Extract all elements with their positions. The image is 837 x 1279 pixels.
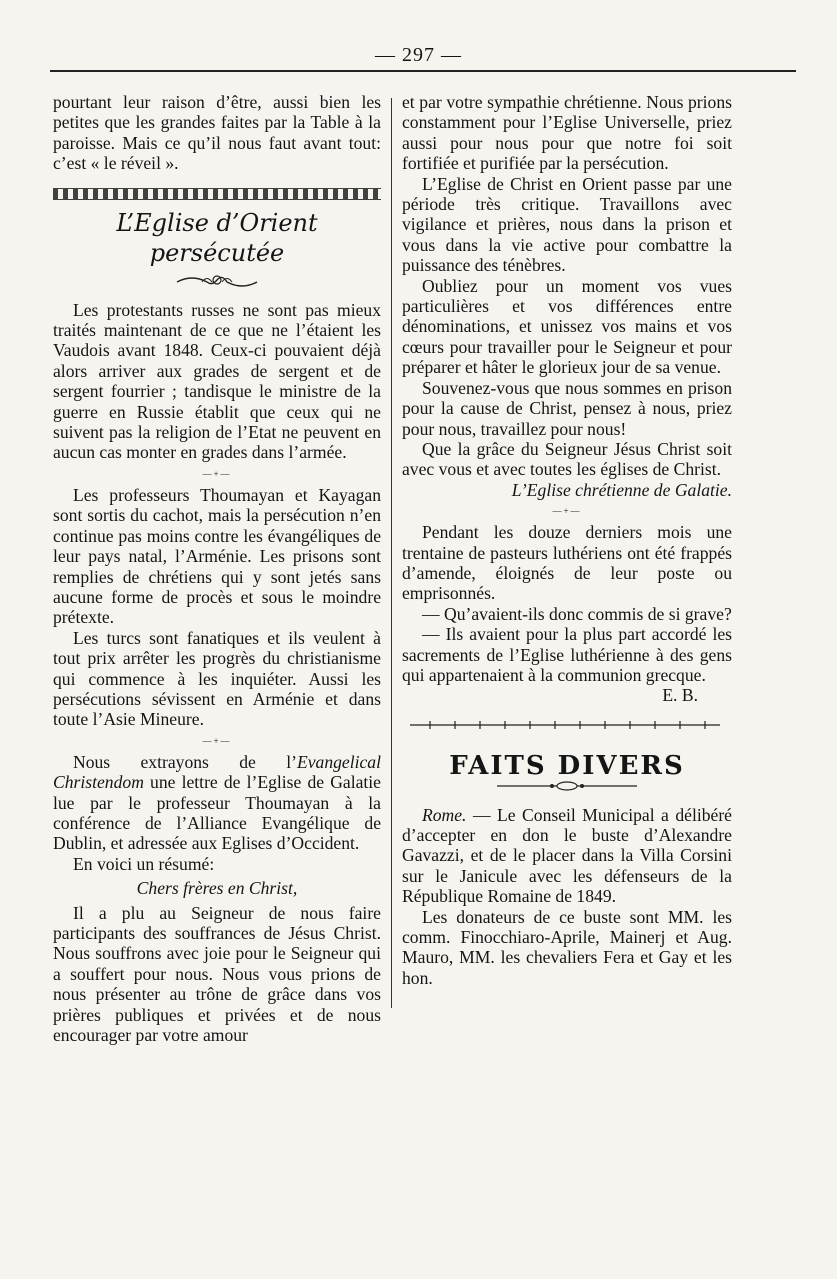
separator: —+— [552, 506, 582, 517]
paragraph-letter-4: Oubliez pour un moment vos vues particulières et vos différences entre dénominations, et unissez vos mains et vos cœurs pour travailler pour le Seigneur et pour préparer et hâter le glorieux jour de sa venue. [402, 275, 732, 378]
paragraph-extrayons: Nous extrayons de l’Evangelical Christendom une lettre de l’Eglise de Galatie lue par le professeur Thoumayan à la conférence de l’Alliance Evangélique de Dublin, et adressée aux Eglises d’Occident. [53, 751, 381, 854]
publication-title: Evangelical Christendom [53, 751, 381, 793]
separator: —+— [202, 468, 232, 479]
left-column [53, 92, 381, 1045]
flourish-ornament [157, 270, 277, 292]
paragraph-rome: Rome. — Le Conseil Municipal a délibéré d’accepter en don le buste d’Alexandre Gavazzi, et de le placer dans la Villa Corsini sur le Janicule avec les défenseurs de la République Romaine de 1849. [402, 804, 732, 907]
section-title: L’Eglise d’Orient persécutée [116, 208, 318, 267]
separator: —+— [202, 735, 232, 746]
paragraph-turcs: Les turcs sont fanatiques et ils veulent à tout prix arrêter les progrès du christianisme qui commence à les inquiéter. Aussi les persécutions sévissent en Arménie et dans toute l’Asie Mineure. [53, 627, 381, 730]
paragraph-protestants: Les protestants russes ne sont pas mieux traités maintenant de ce que ne l’étaient les Vaudois avant 1848. Ceux-ci pouvaient déjà alors arriver aux grades de sergent et de sergent fourrier ; tandisque le ministre de la guerre en Russie établit que ceux qui ne suivent pas la religion de l’Etat ne peuvent en aucun cas monter en grades dans l’armée. [53, 299, 381, 463]
ornamental-border [53, 188, 381, 200]
paragraph-answer: — Ils avaient pour la plus part accordé les sacrements de l’Eglise luthérienne à des gens qui appartenaient à la communion grecque. [402, 624, 732, 685]
paragraph-intro: pourtant leur raison d’être, aussi bien les petites que les grandes faites par la Table à la paroisse. Mais ce qu’il nous faut avant tout: c’est « le réveil ». [53, 92, 381, 174]
letter-signature: L’Eglise chrétienne de Galatie. [511, 479, 732, 500]
paragraph-letter-6: Que la grâce du Seigneur Jésus Christ soit avec vous et avec toutes les églises de Christ. [402, 438, 732, 480]
paragraph-resume: En voici un résumé: [73, 853, 215, 874]
paragraph-letter-3: L’Eglise de Christ en Orient passe par une période très critique. Travaillons avec vigilance et prières, nous dans la prison et vous dans la vie active pour combattre la puissance des ténèbres. [402, 173, 732, 276]
rome-label: Rome. [422, 804, 467, 825]
paragraph-letter-2: et par votre sympathie chrétienne. Nous prions constamment pour l’Eglise Universelle, priez aussi pour nous pour que notre foi soit fortifiée et purifiée par la persécution. [402, 92, 732, 174]
paragraph-professeurs: Les professeurs Thoumayan et Kayagan sont sortis du cachot, mais la persécution n’en continue pas moins contre les évangéliques de leur pays natal, l’Arménie. Les prisons sont remplies de chrétiens qui y sont jetés sans aucune forme de procès et sous le moindre prétexte. [53, 484, 381, 628]
page-number: — 297 — [375, 44, 462, 66]
header-rule [50, 70, 796, 72]
author-initials: E. B. [662, 685, 698, 706]
paragraph-question: — Qu’avaient-ils donc commis de si grave? [422, 603, 732, 624]
letter-greeting: Chers frères en Christ, [136, 878, 298, 899]
paragraph-pendant: Pendant les douze derniers mois une trentaine de pasteurs luthériens ont été frappés d’amende, éloignés de leur poste ou emprisonnés. [402, 522, 732, 604]
faits-divers-heading: FAITS DIVERS [449, 751, 685, 782]
paragraph-letter-1: Il a plu au Seigneur de nous faire participants des souffrances de Jésus Christ. Nous souffrons avec joie pour le Seigneur qui a souffert pour nous. Nous vous prions de nous présenter au trône de grâce dans vos prières publiques et privées et de nous encourager par votre amour [53, 902, 381, 1046]
column-divider [391, 98, 392, 1008]
paragraph-donateurs: Les donateurs de ce buste sont MM. les comm. Finocchiaro-Aprile, Mainerj et Aug. Mauro, MM. les chevaliers Fera et Gay et les hon. [402, 906, 732, 988]
paragraph-letter-5: Souvenez-vous que nous sommes en prison pour la cause de Christ, pensez à nous, priez pour nous, travaillez pour nous! [402, 377, 732, 439]
right-column [402, 92, 732, 988]
cross-rule-ornament [410, 720, 720, 730]
